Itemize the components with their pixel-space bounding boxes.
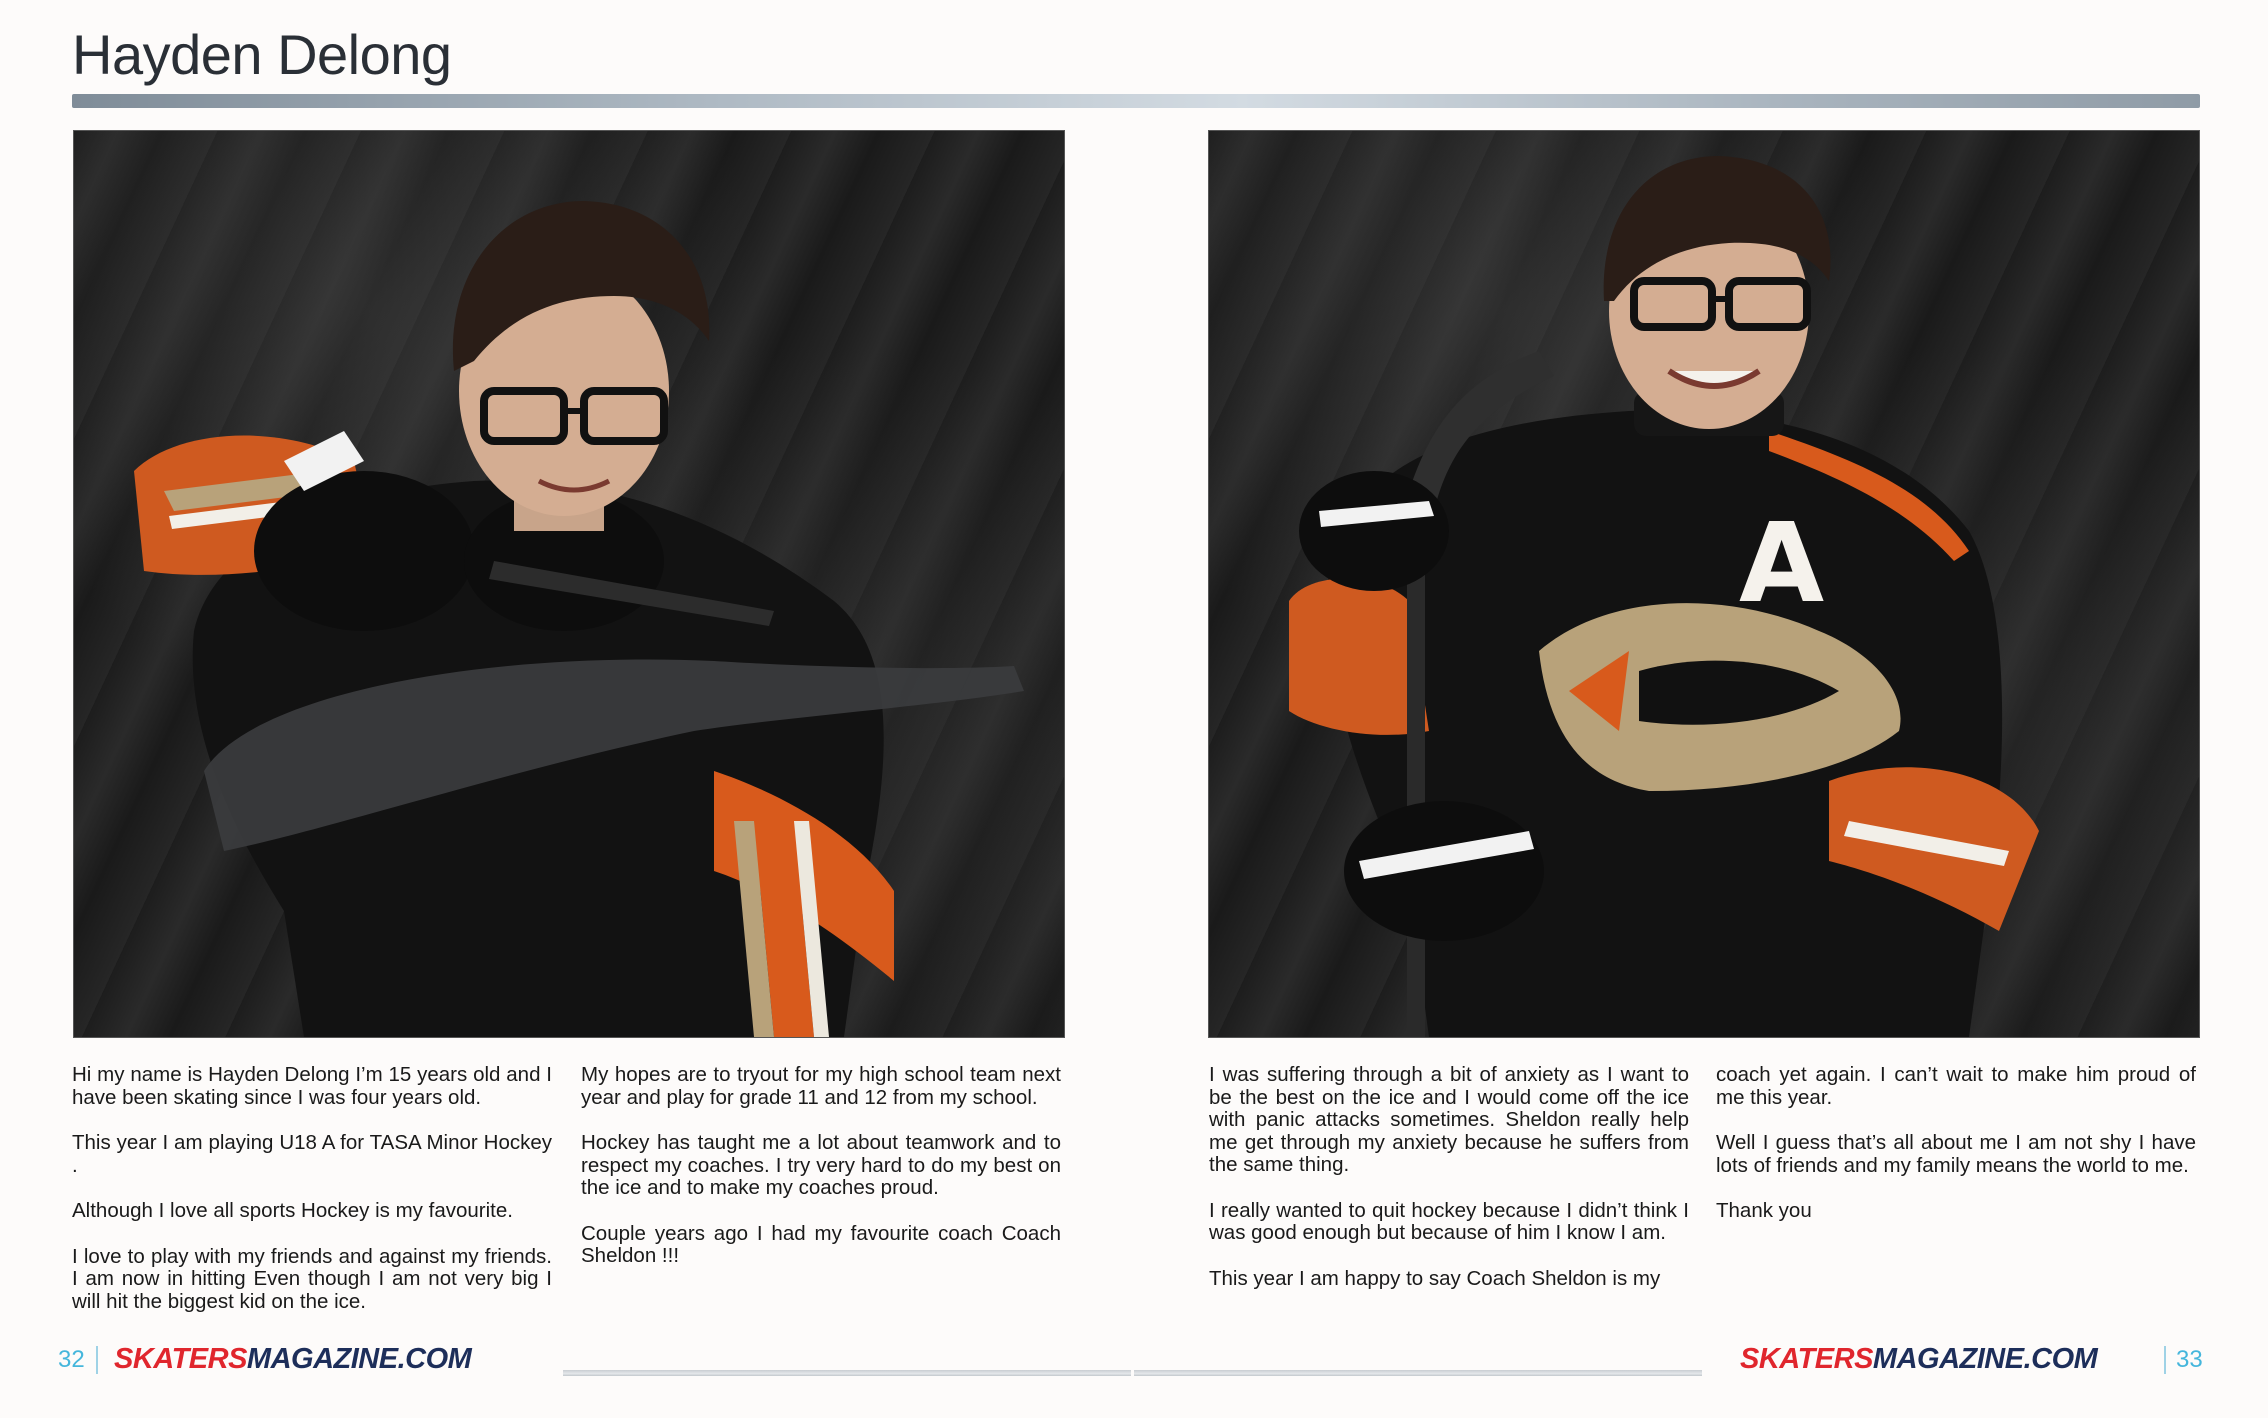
captain-letter: A <box>1739 499 1825 627</box>
paragraph: Hi my name is Hayden Delong I’m 15 years old and I have been skating since I was four years old. <box>72 1063 552 1109</box>
brand-part-skaters: SKATERS <box>114 1343 247 1375</box>
brand-logo-left[interactable] <box>114 1343 471 1376</box>
paragraph: Thank you <box>1716 1199 1812 1222</box>
paragraph: Couple years ago I had my favourite coach Coach Sheldon !!! <box>581 1221 1061 1267</box>
player-photo-right <box>1208 130 2200 1038</box>
paragraph: I was suffering through a bit of anxiety as I want to be the best on the ice and I would come off the ice with panic attacks sometimes. Sheldon really help me get through my anxiety because he suffers from the same thing. <box>1209 1063 1689 1176</box>
hockey-player-photo-stick-forward-icon <box>74 131 1064 1037</box>
hockey-player-photo-holding-stick-icon <box>1209 131 2199 1037</box>
paragraph: This year I am happy to say Coach Sheldon is my <box>1209 1266 1661 1290</box>
title-rule <box>72 94 2200 108</box>
player-photo-left <box>73 130 1065 1038</box>
paragraph: Hockey has taught me a lot about teamwork and to respect my coaches. I try very hard to do my best on the ice and to make my coaches proud. <box>581 1131 1061 1199</box>
page-number-right: 33 <box>2176 1346 2203 1373</box>
paragraph: Well I guess that’s all about me I am not shy I have lots of friends and my family means the world to me. <box>1716 1131 2196 1177</box>
paragraph: My hopes are to tryout for my high school team next year and play for grade 11 and 12 from my school. <box>581 1063 1061 1109</box>
brand-part-skaters: SKATERS <box>1740 1343 1873 1375</box>
page-title: Hayden Delong <box>72 23 452 86</box>
footer-rule <box>563 1370 1131 1376</box>
paragraph: I love to play with my friends and against my friends. I am now in hitting Even though I am not very big I will hit the biggest kid on the ice. <box>72 1244 552 1313</box>
paragraph: Although I love all sports Hockey is my favourite. <box>72 1199 513 1222</box>
paragraph: This year I am playing U18 A for TASA Minor Hockey . <box>72 1131 552 1177</box>
footer-rule <box>1134 1370 1702 1376</box>
paragraph: I really wanted to quit hockey because I didn’t think I was good enough but because of him I know I am. <box>1209 1198 1689 1244</box>
footer-divider <box>2164 1346 2166 1374</box>
brand-logo-right[interactable] <box>1740 1343 2097 1376</box>
brand-part-magazine: MAGAZINE.COM <box>1872 1343 2098 1375</box>
brand-part-magazine: MAGAZINE.COM <box>246 1343 472 1375</box>
article-column-4 <box>1716 1064 2196 1246</box>
page-number-left: 32 <box>58 1346 85 1373</box>
article-column-2 <box>581 1064 1061 1291</box>
article-column-1 <box>72 1064 552 1336</box>
paragraph: coach yet again. I can’t wait to make him proud of me this year. <box>1716 1063 2196 1109</box>
article-column-3 <box>1209 1064 1689 1313</box>
footer-divider <box>96 1346 98 1374</box>
